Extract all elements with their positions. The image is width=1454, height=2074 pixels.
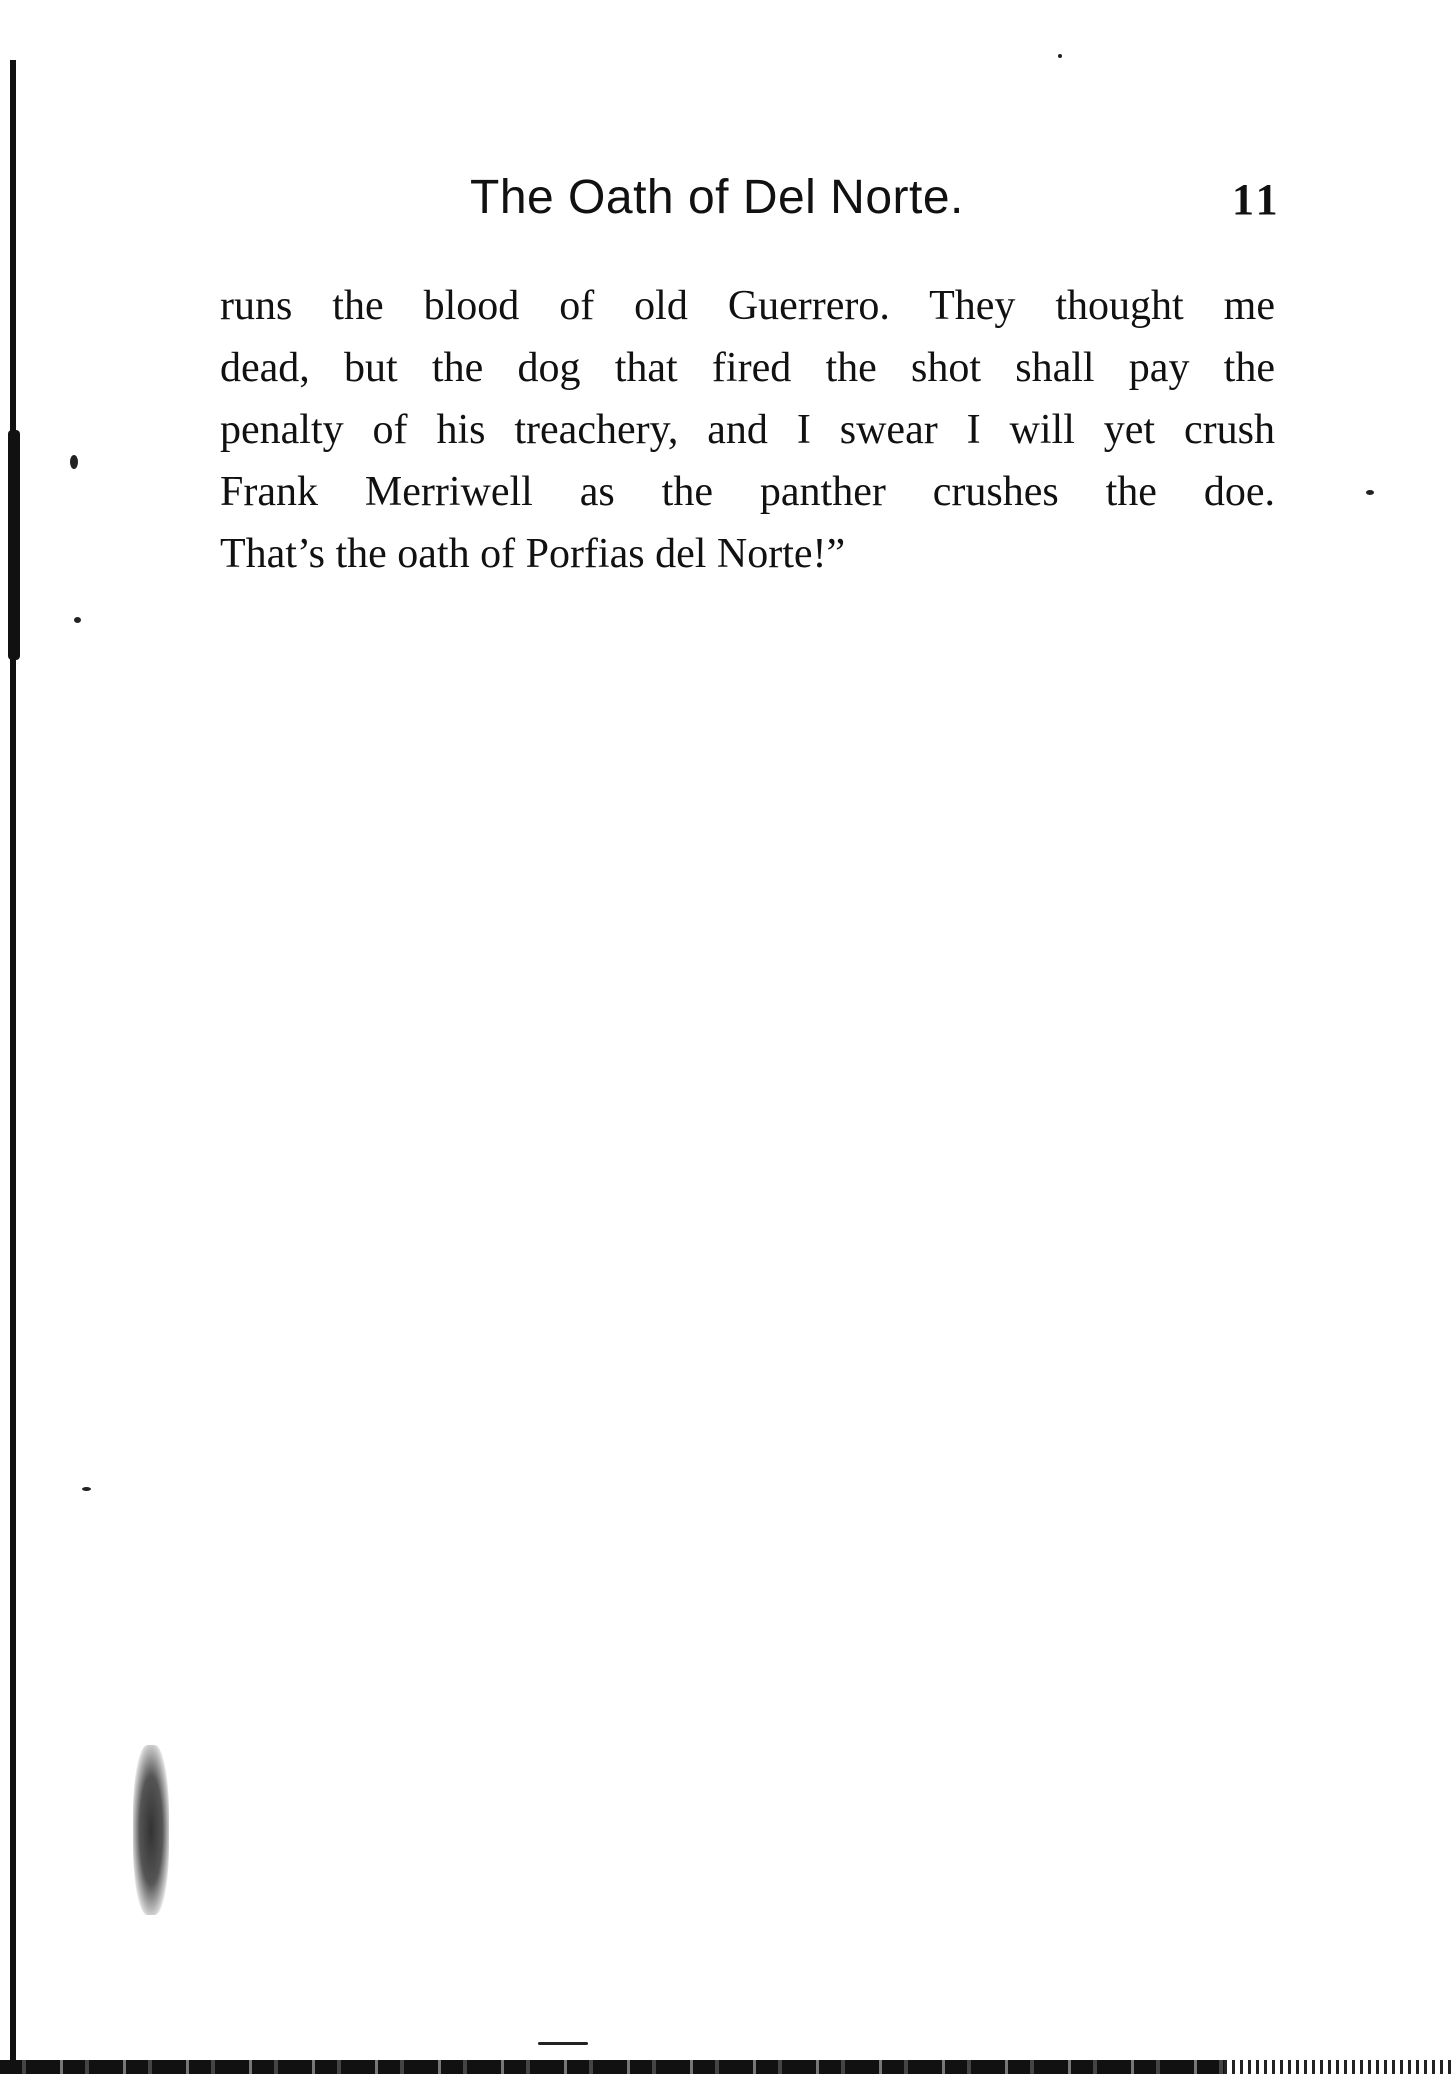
text-line: dead, but the dog that fired the shot shall pay the: [220, 345, 1275, 391]
page-header: [0, 170, 1454, 240]
binding-edge-shadow: [8, 430, 20, 660]
ink-smudge: [133, 1745, 169, 1915]
running-title: The Oath of Del Norte.: [470, 171, 964, 224]
page-number: 11: [1232, 175, 1282, 224]
body-text: [220, 275, 1275, 585]
scan-speck: [82, 1487, 91, 1491]
scan-speck: [70, 455, 78, 469]
scan-speck: [538, 2042, 588, 2045]
scan-speck: [1366, 490, 1374, 495]
bottom-scan-edge-fade: [1224, 2060, 1454, 2074]
text-line: That’s the oath of Porfias del Norte!”: [220, 531, 846, 577]
text-line: runs the blood of old Guerrero. They thought me: [220, 283, 1275, 329]
scan-speck: [1058, 54, 1062, 58]
text-line: Frank Merriwell as the panther crushes the doe.: [220, 469, 1275, 515]
scan-speck: [74, 617, 81, 623]
binding-edge: [10, 60, 16, 2070]
text-line: penalty of his treachery, and I swear I will yet crush: [220, 407, 1275, 453]
